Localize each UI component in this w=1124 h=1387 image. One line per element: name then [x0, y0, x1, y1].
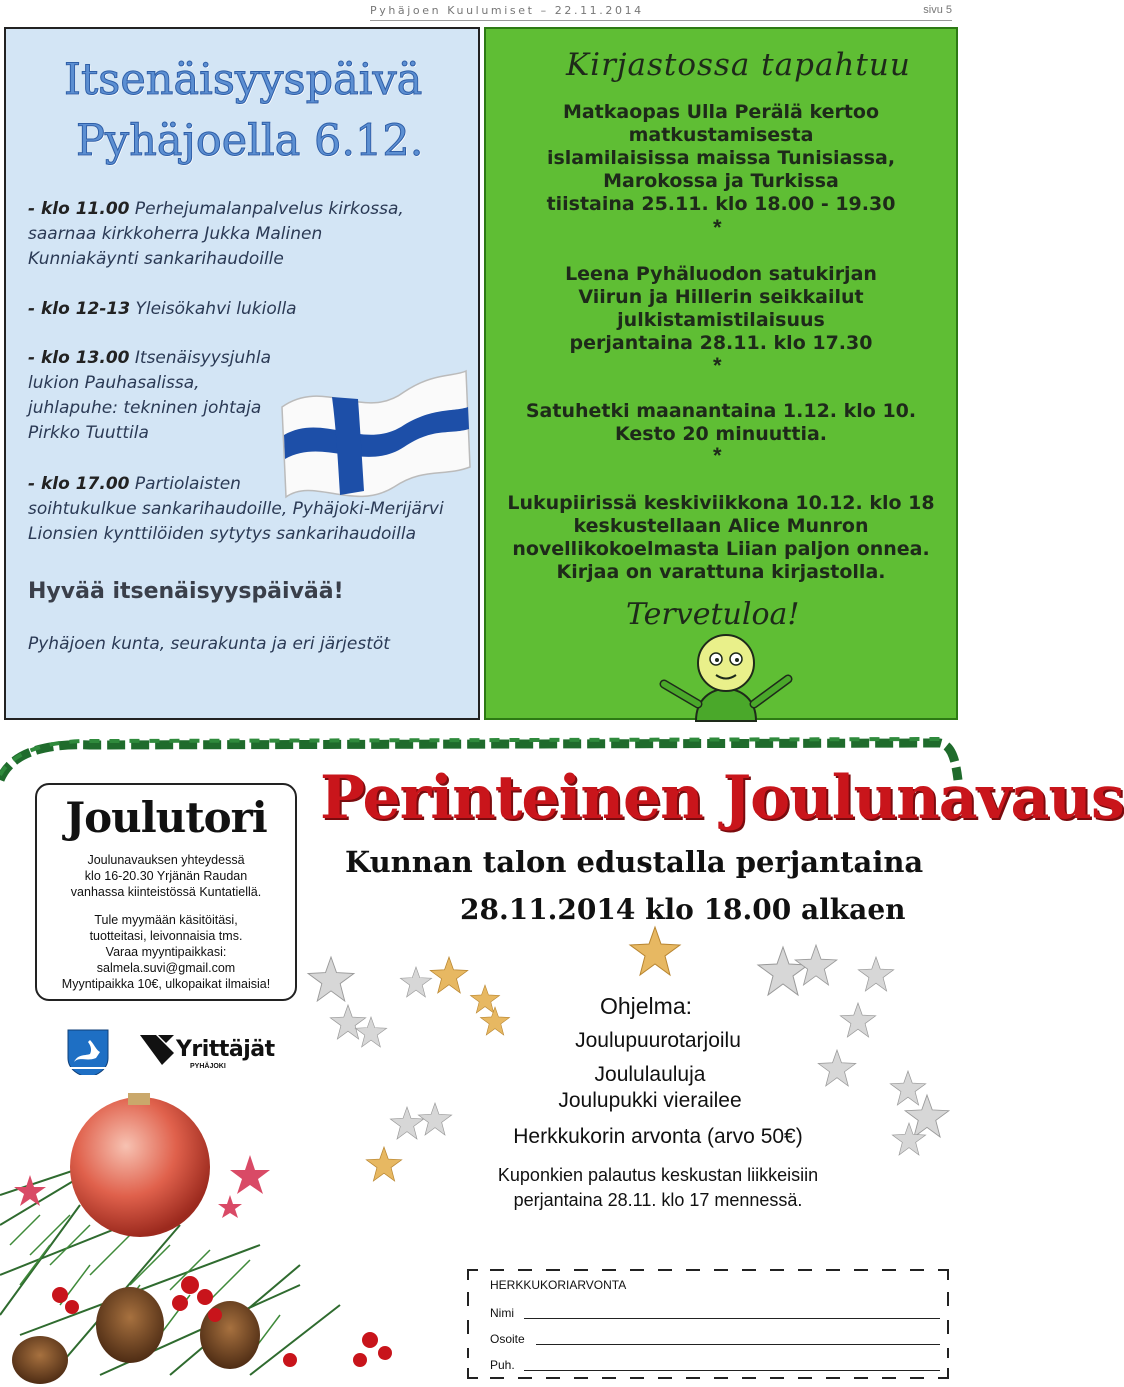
- program-heading: Ohjelma:: [599, 993, 693, 1019]
- library-event: Leena Pyhäluodon satukirjan Viirun ja Hillerin seikkailut julkistamistilaisuus perjantaina 28.11. klo 17.30: [565, 263, 877, 354]
- newspaper-title: Pyhäjoen Kuulumiset – 22.11.2014: [370, 4, 644, 17]
- yrittajat-logo: [140, 1031, 275, 1073]
- independence-greeting: Hyvää itsenäisyyspäivää!: [28, 579, 344, 604]
- yrittajat-mark-icon: [140, 1035, 174, 1065]
- page-number: sivu 5: [923, 4, 952, 16]
- library-heading: Kirjastossa tapahtuu: [566, 47, 911, 83]
- joulunavaus-title: Perinteinen Joulunavaus: [320, 763, 1124, 833]
- yrittajat-sub: PYHÄJOKI: [190, 1063, 226, 1070]
- star-icon: [818, 1050, 856, 1086]
- yrittajat-name: Yrittäjät: [176, 1037, 275, 1062]
- star-icon: [400, 967, 432, 997]
- joulutori-sellers: Tule myymään käsitöitäsi, tuotteitasi, leivonnaisia tms. Varaa myyntipaikkasi: salmela.suvi@gmail.com Myyntipaikka 10€, ulkopaikat ilmaisia!: [61, 913, 271, 991]
- program-item: - klo 13.00 Itsenäisyysjuhla lukion Pauhasalissa, juhlapuhe: tekninen johtaja Pirkko Tuuttila: [28, 348, 272, 443]
- header-divider: [370, 20, 952, 21]
- library-welcome: Tervetuloa!: [626, 597, 800, 632]
- separator-asterisk: *: [713, 215, 722, 240]
- coupon-phone-field[interactable]: [524, 1370, 940, 1371]
- star-icon: [430, 957, 468, 993]
- star-icon: [892, 1123, 926, 1155]
- coupon-note: Kuponkien palautus keskustan liikkeisiin: [497, 1165, 819, 1185]
- coupon-phone-label: Puh.: [490, 1358, 515, 1372]
- coupon-address-label: Osoite: [490, 1332, 525, 1346]
- coupon-name-label: Nimi: [490, 1306, 514, 1320]
- star-icon: [630, 927, 680, 975]
- program-item: - klo 17.00 Partiolaisten soihtukulkue sankarihaudoille, Pyhäjoki-Merijärvi Lionsien kynttilöiden sytytys sankarihaudoilla: [28, 474, 444, 544]
- star-icon: [308, 957, 354, 1001]
- star-icon: [858, 957, 894, 991]
- independence-title-line2: Pyhäjoella 6.12.: [76, 116, 424, 166]
- independence-title-line1: Itsenäisyyspäivä: [64, 55, 423, 105]
- library-event: Satuhetki maanantaina 1.12. klo 10. Kesto 20 minuuttia.: [525, 400, 917, 445]
- star-icon: [480, 1007, 510, 1035]
- joulunavaus-date: 28.11.2014 klo 18.00 alkaen: [460, 893, 906, 926]
- coupon-name-field[interactable]: [524, 1318, 940, 1319]
- coupon-address-field[interactable]: [536, 1344, 940, 1345]
- separator-asterisk: *: [713, 353, 722, 378]
- joulunavaus-subtitle: Kunnan talon edustalla perjantaina: [345, 845, 924, 879]
- finnish-flag-icon: [274, 367, 474, 507]
- pyhajoki-coat-of-arms-icon: [66, 1028, 110, 1078]
- separator-asterisk: *: [713, 443, 722, 468]
- joulutori-box: [35, 783, 297, 1001]
- cartoon-kid-icon: [656, 629, 796, 721]
- star-icon: [355, 1017, 387, 1047]
- program-item: Joulupuurotarjoilu: [575, 1029, 741, 1052]
- organizers-text: Pyhäjoen kunta, seurakunta ja eri järjestöt: [28, 634, 390, 654]
- program-item: - klo 12-13 Yleisökahvi lukiolla: [28, 299, 297, 319]
- star-icon: [418, 1103, 452, 1135]
- independence-day-ad: [4, 27, 480, 720]
- star-icon: [840, 1003, 876, 1037]
- coupon-note: perjantaina 28.11. klo 17 mennessä.: [513, 1190, 803, 1210]
- joulutori-info: Joulunavauksen yhteydessä klo 16-20.30 Yrjänän Raudan vanhassa kiinteistössä Kuntatiellä.: [70, 853, 262, 899]
- joulutori-title: Joulutori: [65, 793, 267, 842]
- christmas-opening-ad: [0, 735, 1124, 1382]
- library-events-ad: [484, 27, 958, 720]
- library-event: Matkaopas Ulla Perälä kertoo matkustamisesta islamilaisissa maissa Tunisiassa, Marokossa ja Turkissa tiistaina 25.11. klo 18.00 - 19.30: [546, 101, 896, 215]
- star-icon: [795, 945, 837, 985]
- program-item: Joululauluja: [594, 1063, 706, 1086]
- program-item: Joulupukki vierailee: [558, 1089, 742, 1112]
- star-icon: [366, 1147, 402, 1181]
- page-header: [0, 2, 960, 22]
- coupon-title: HERKKUKORIARVONTA: [490, 1278, 627, 1292]
- program-item: - klo 11.00 Perhejumalanpalvelus kirkossa, saarnaa kirkkoherra Jukka Malinen Kunniakäynti sankarihaudoille: [28, 199, 404, 269]
- raffle-coupon: [466, 1268, 950, 1380]
- library-event: Lukupiirissä keskiviikkona 10.12. klo 18 keskustellaan Alice Munron novellikokoelmasta Liian paljon onnea. Kirjaa on varattuna kirjastolla.: [507, 492, 935, 583]
- program-item: Herkkukorin arvonta (arvo 50€): [513, 1125, 803, 1148]
